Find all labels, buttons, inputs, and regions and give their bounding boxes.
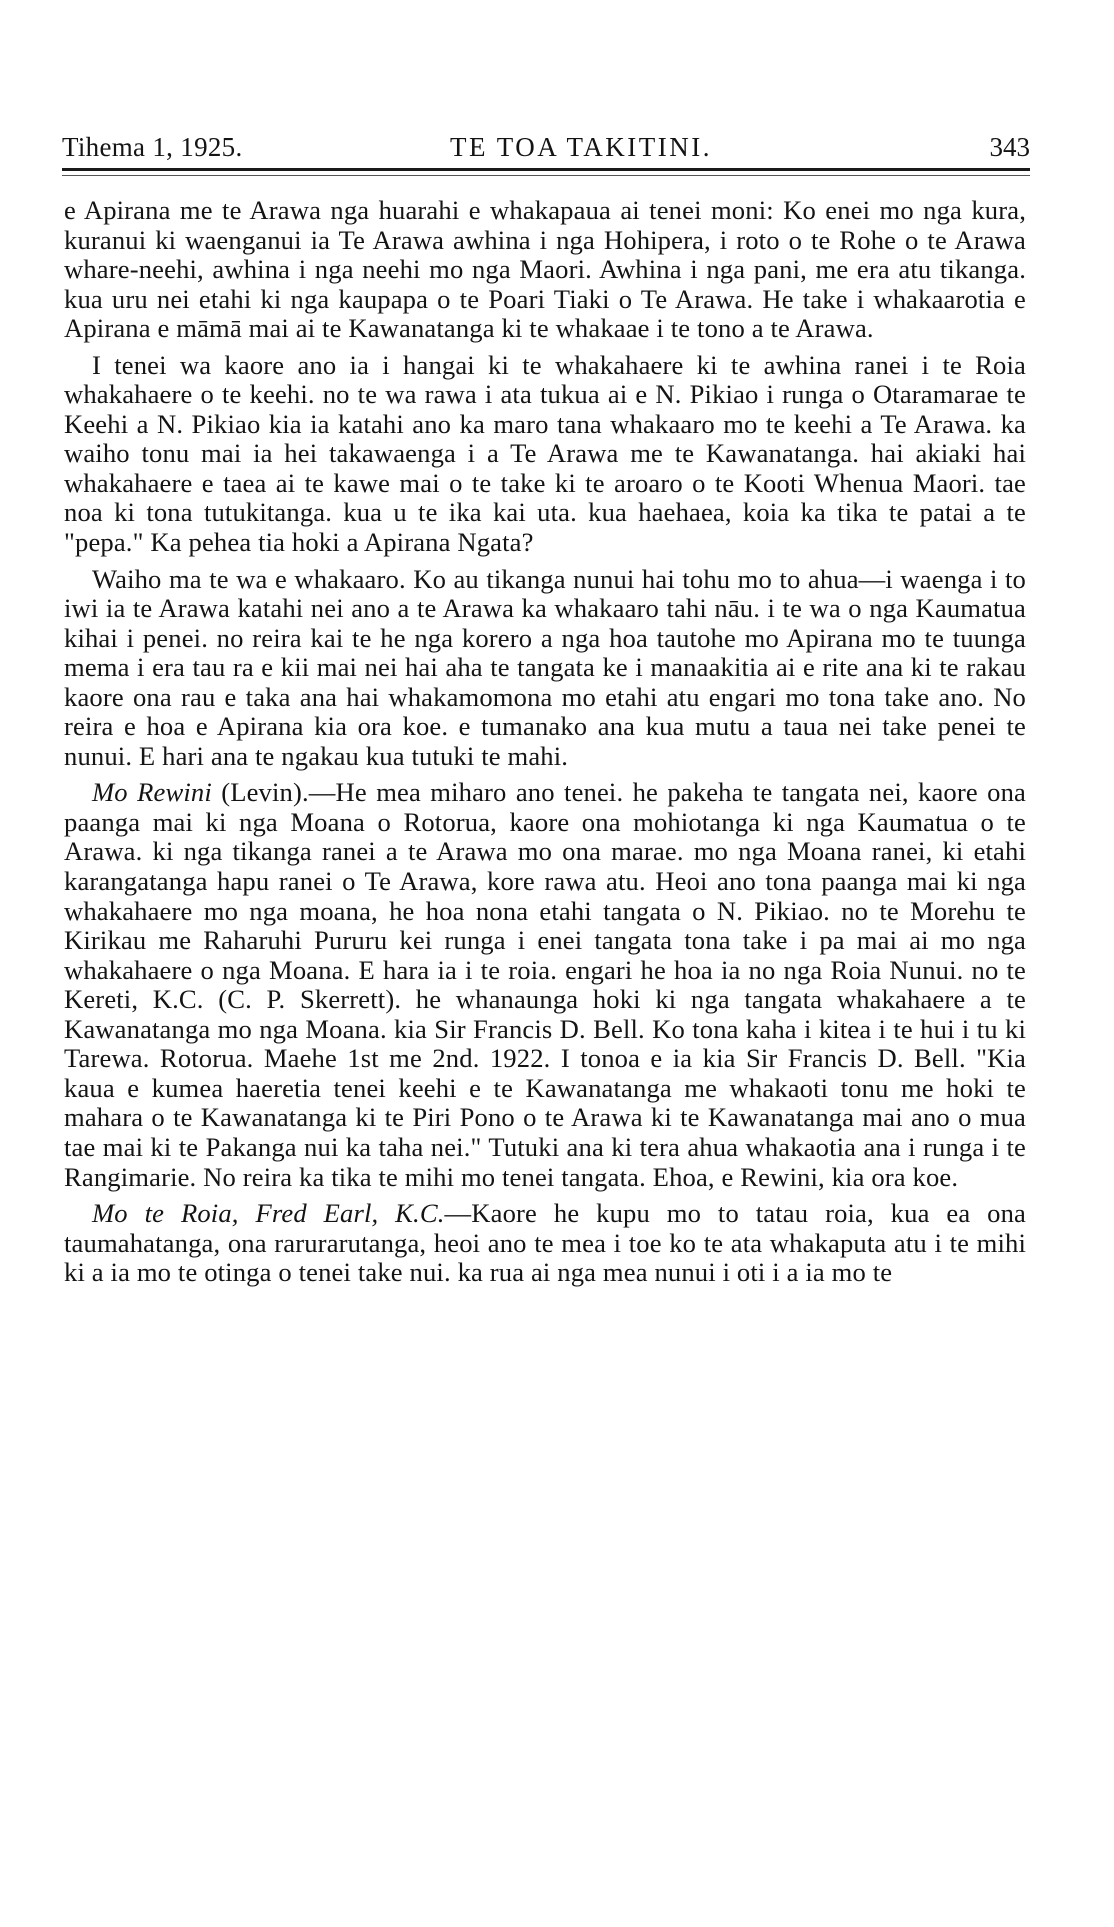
paragraph bbox=[64, 1199, 1026, 1288]
paragraph bbox=[64, 778, 1026, 1192]
page-number: 343 bbox=[989, 132, 1030, 162]
publication-title: TE TOA TAKITINI. bbox=[449, 132, 713, 162]
header-rule-thick bbox=[62, 168, 1030, 171]
paragraph: Waiho ma te wa e whakaaro. Ko au tikanga nunui hai tohu mo to ahua—i waenga i to iwi ia te Arawa katahi nei ano a te Arawa ka whakaaro tahi nāu. i te wa o nga Kaumatua kihai i penei. no reira kai te he nga korero a nga hoa tautohe mo Apirana mo te tuunga mema i era tau ra e kii mai nei hai aha te tangata ke i manaakitia ai e rite ana ki te rakau kaore ona rau e taka ana hai whakamomona mo etahi atu engari mo tona take ano. No reira e hoa e Apirana kia ora koe. e tumanako ana kua mutu a taua nei take penei te nunui. E hari ana te ngakau kua tutuki te mahi. bbox=[64, 563, 1026, 771]
speaker-heading: Mo te Roia, Fred Earl, K.C. bbox=[92, 1198, 445, 1229]
header-rule-thin bbox=[62, 175, 1030, 176]
paragraph: I tenei wa kaore ano ia i hangai ki te whakahaere ki te awhina ranei i te Roia whakahaere o te keehi. no te wa rawa i ata tukua ai e N. Pikiao i runga o Otaramarae te Keehi a N. Pikiao kia ia katahi ano ka maro tana whakaaro mo te keehi a Te Arawa. ka waiho tonu mai ia hei takawaenga i a Te Arawa me te Kawanatanga. hai akiaki hai whakahaere e taea ai te kawe mai o te take ki te aroaro o te Kooti Whenua Maori. tae noa ki tona tutukitanga. kua u te ika kai uta. kua haehaea, koia ka tika te patai a te "pepa." Ka pehea tia hoki a Apirana Ngata? bbox=[64, 349, 1026, 558]
paragraph-text: (Levin).—He mea miharo ano tenei. he pakeha te tangata nei, kaore ona paanga mai ki nga Moana o Rotorua, kaore ona mohiotanga ki nga Kaumatua o te Arawa. ki nga tikanga ranei a te Arawa mo ona marae. mo nga Moana ranei, ki etahi karangatanga hapu ranei o Te Arawa, kore rawa atu. Heoi ano tona paanga mai ki nga whakahaere mo nga moana, he hoa nona etahi tangata o N. Pikiao. no te Morehu te Kirikau me Raharuhi Pururu kei runga i enei tangata tona take i pa mai ai mo nga whakahaere o nga Moana. E hara ia i te roia. engari he hoa ia no nga Roia Nunui. no te Kereti, K.C. (C. P. Skerrett). he whanaunga hoki ki nga tangata whakahaere a te Kawanatanga mo nga Moana. kia Sir Francis D. Bell. Ko tona kaha i kitea i te hui i tu ki Tarewa. Rotorua. Maehe 1st me 2nd. 1922. I tonoa e ia kia Sir Francis D. Bell. "Kia kaua e kumea haeretia tenei keehi e te Kawanatanga me whakaoti tonu me hoki te mahara o te Kawanatanga ki te Piri Pono o te Arawa ki te Kawanatanga mai ano o mua tae mai ki te Pakanga nui ka taha nei." Tutuki ana ki tera ahua whakaotia ana i runga i te Rangimarie. No reira ka tika te mihi mo tenei tangata. Ehoa, e Rewini, kia ora koe. bbox=[64, 777, 1026, 1192]
paragraph: e Apirana me te Arawa nga huarahi e whakapaua ai tenei moni: Ko enei mo nga kura, kuranui ki waenganui ia Te Arawa awhina i nga Hohipera, i roto o te Rohe o te Arawa whare-neehi, awhina i nga neehi mo nga Maori. Awhina i nga pani, me era atu tikanga. kua uru nei etahi ki nga kaupapa o te Poari Tiaki o Te Arawa. He take i whakaarotia e Apirana e māmā mai ai te Kawanatanga ki te whakaae i te tono a te Arawa. bbox=[64, 195, 1026, 344]
issue-date: Tihema 1, 1925. bbox=[62, 132, 243, 162]
article-body bbox=[64, 196, 1026, 1288]
paragraph-text: —Kaore he kupu mo to tatau roia, kua ea ona taumahatanga, ona rarurarutanga, heoi ano te mea i toe ko te ata whakaputa atu i te mihi ki a ia mo te otinga o tenei take nui. ka rua ai nga mea nunui i oti i a ia mo te bbox=[64, 1198, 1026, 1288]
page-header bbox=[62, 118, 1030, 174]
speaker-heading: Mo Rewini bbox=[92, 777, 212, 808]
